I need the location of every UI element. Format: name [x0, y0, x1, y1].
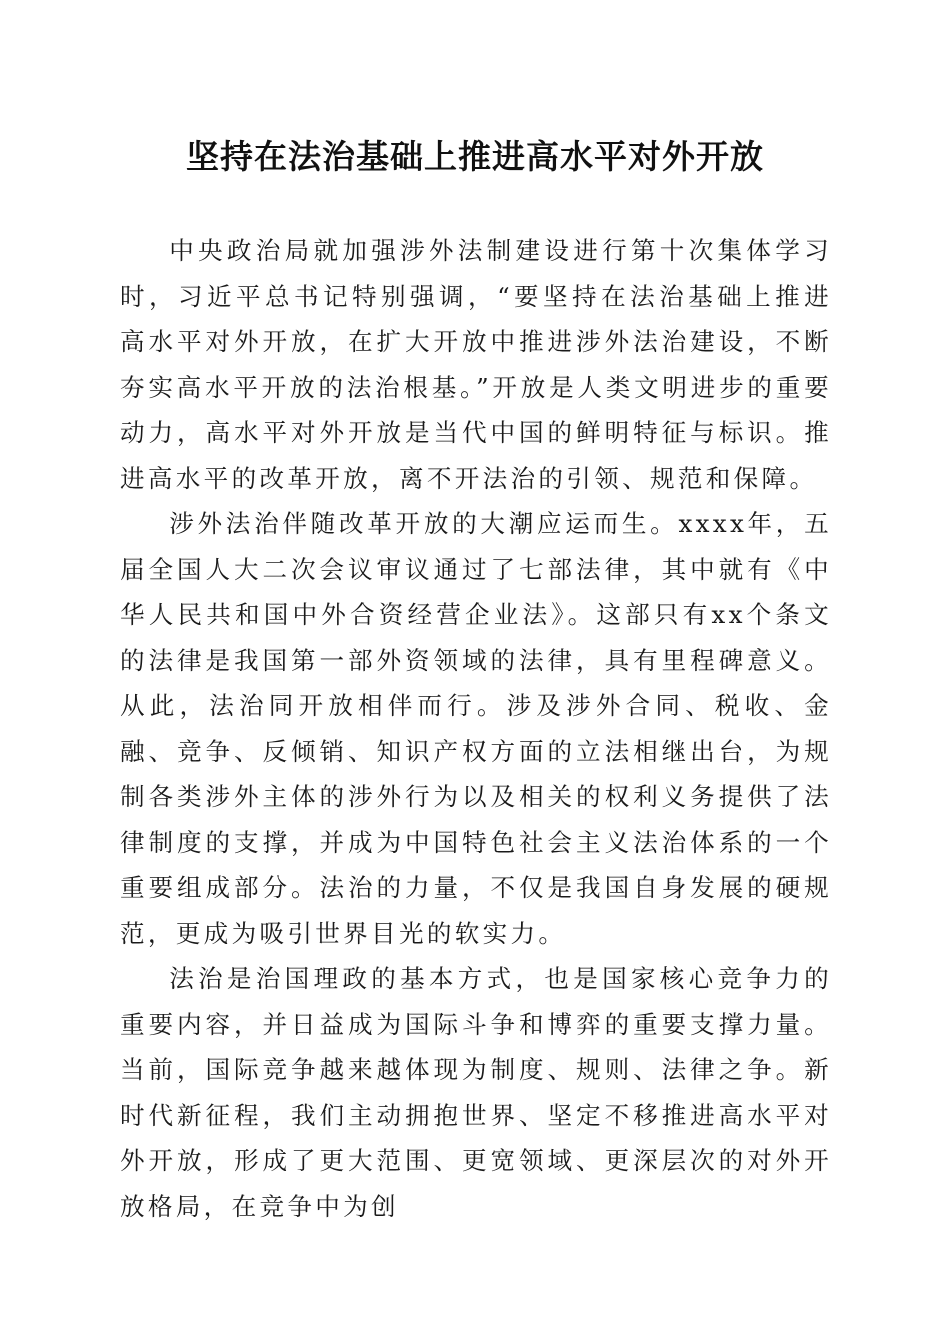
- document-title: 坚持在法治基础上推进高水平对外开放: [186, 137, 764, 176]
- document-body: [120, 228, 832, 1229]
- paragraph-1: 中央政治局就加强涉外法制建设进行第十次集体学习时，习近平总书记特别强调，“要坚持在法治基础上推进高水平对外开放，在扩大开放中推进涉外法治建设，不断夯实高水平开放的法治根基。”开放是人类文明进步的重要动力，高水平对外开放是当代中国的鲜明特征与标识。推进高水平的改革开放，离不开法治的引领、规范和保障。: [120, 236, 832, 493]
- paragraph-3: 法治是治国理政的基本方式，也是国家核心竞争力的重要内容，并日益成为国际斗争和博弈的重要支撑力量。当前，国际竞争越来越体现为制度、规则、法律之争。新时代新征程，我们主动拥抱世界、坚定不移推进高水平对外开放，形成了更大范围、更宽领域、更深层次的对外开放格局，在竞争中为创: [120, 964, 832, 1221]
- paragraph-2: 涉外法治伴随改革开放的大潮应运而生。xxxx年，五届全国人大二次会议审议通过了七部法律，其中就有《中华人民共和国中外合资经营企业法》。这部只有xx个条文的法律是我国第一部外资领域的法律，具有里程碑意义。从此，法治同开放相伴而行。涉及涉外合同、税收、金融、竞争、反倾销、知识产权方面的立法相继出台，为规制各类涉外主体的涉外行为以及相关的权利义务提供了法律制度的支撑，并成为中国特色社会主义法治体系的一个重要组成部分。法治的力量，不仅是我国自身发展的硬规范，更成为吸引世界目光的软实力。: [120, 509, 832, 948]
